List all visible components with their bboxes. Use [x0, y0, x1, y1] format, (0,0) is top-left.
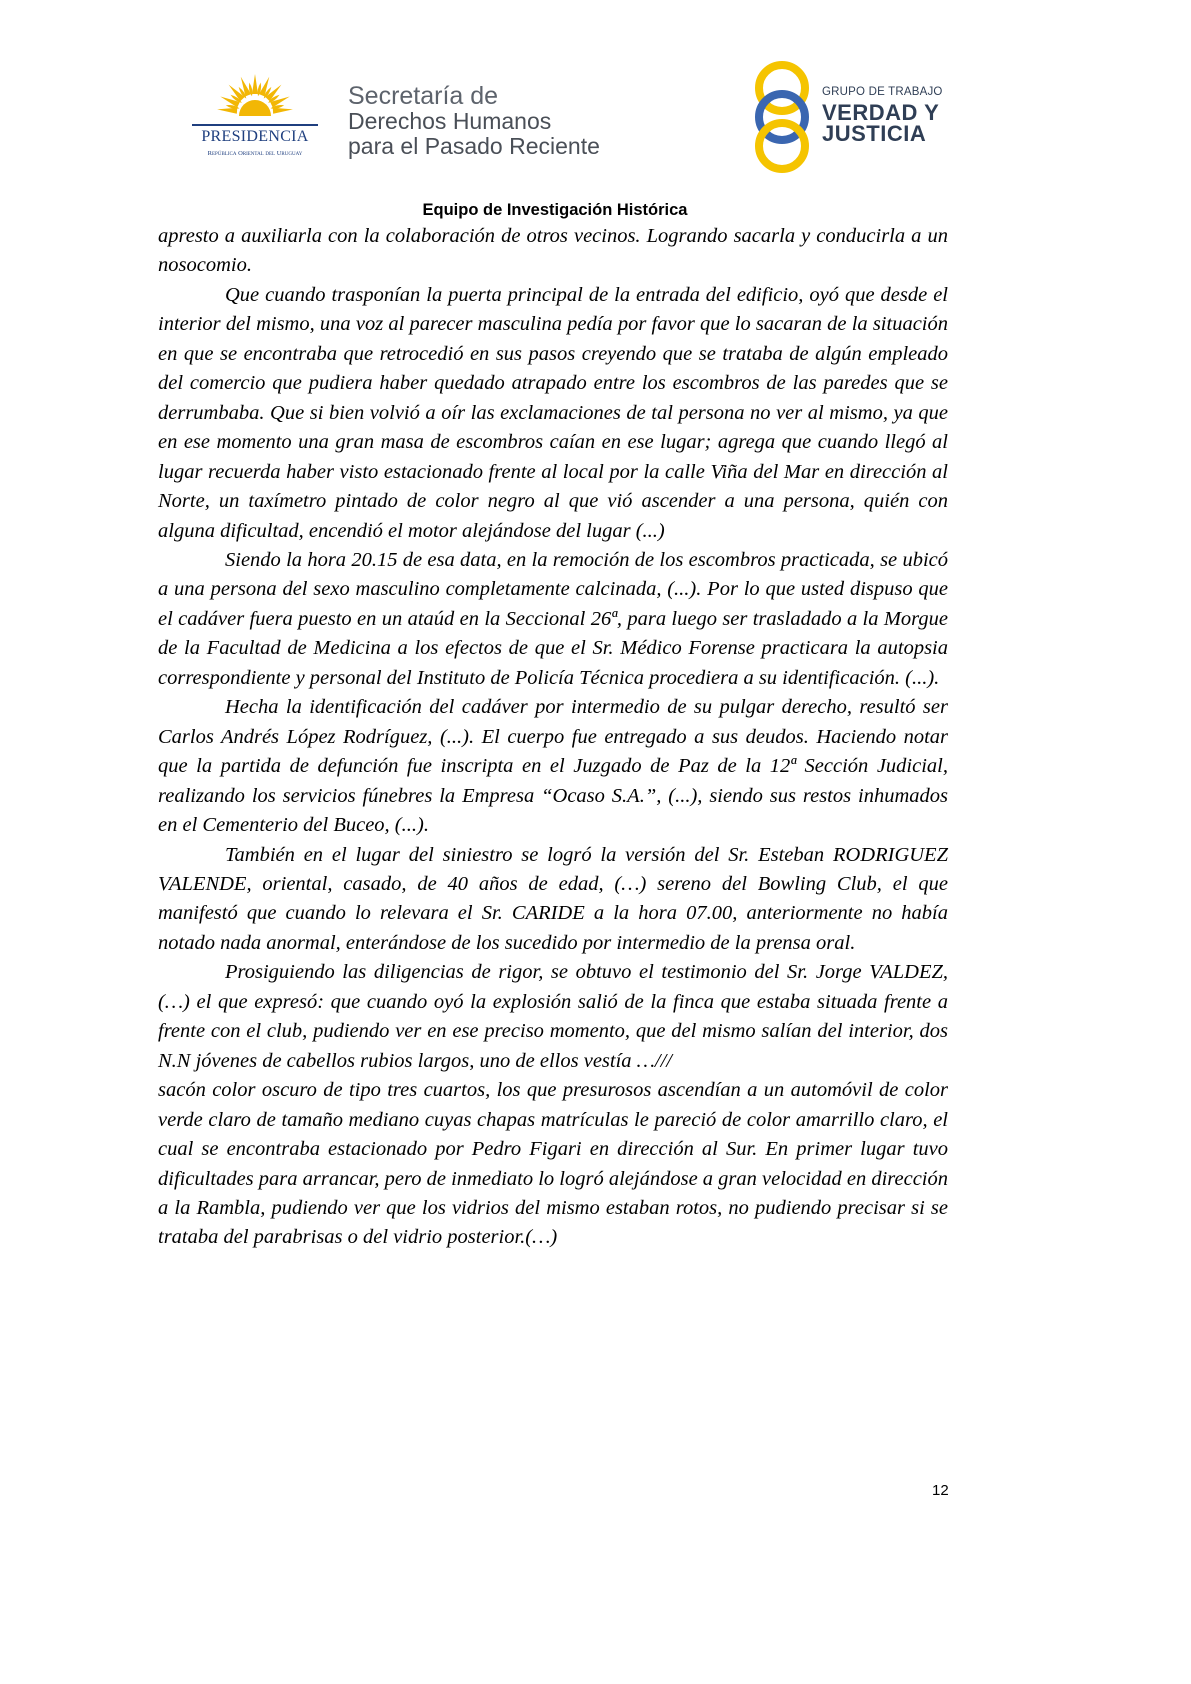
- team-title: Equipo de Investigación Histórica: [422, 201, 688, 219]
- paragraph-5: También en el lugar del siniestro se logró la versión del Sr. Esteban RODRIGUEZ VALENDE, oriental, casado, de 40 años de edad, (…) sereno del Bowling Club, el que manifestó que cuando lo relevara el Sr. CARIDE a la hora 07.00, anteriormente no había notado nada anormal, enterándose de los sucedido por intermedio de la prensa oral.: [158, 843, 948, 954]
- presidencia-divider: [192, 124, 318, 126]
- secretaria-line-3: para el Pasado Reciente: [348, 133, 600, 159]
- document-body: [158, 222, 948, 1253]
- justicia-label: JUSTICIA: [822, 121, 927, 146]
- interlocked-rings-icon: [750, 58, 816, 176]
- secretaria-line-1: Secretaría de: [348, 82, 499, 110]
- paragraph-7: sacón color oscuro de tipo tres cuartos, los que presurosos ascendían a un automóvil de color verde claro de tamaño mediano cuyas chapas matrículas le pareció de color amarrillo claro, el cual se encontraba estacionado por Pedro Figari en dirección al Sur. En primer lugar tuvo dificultades para arrancar, pero de inmediato lo logró alejándose a gran velocidad en dirección a la Rambla, pudiendo ver que los vidrios del mismo estaban rotos, no pudiendo precisar si se trataba del parabrisas o del vidrio posterior.(…): [158, 1079, 948, 1249]
- page-number: 12: [932, 1482, 949, 1499]
- verdad-label: VERDAD Y: [822, 100, 940, 125]
- sun-emblem-icon: [214, 72, 296, 126]
- grupo-trabajo-label: GRUPO DE TRABAJO: [822, 86, 943, 98]
- paragraph-3: Siendo la hora 20.15 de esa data, en la remoción de los escombros practicada, se ubicó a una persona del sexo masculino completamente calcinada, (...). Por lo que usted dispuso que el cadáver fuera puesto en un ataúd en la Seccional 26ª, para luego ser trasladado a la Morgue de la Facultad de Medicina a los efectos de que el Sr. Médico Forense practicara la autopsia correspondiente y personal del Instituto de Policía Técnica procediera a su identificación. (...).: [158, 548, 948, 689]
- secretaria-line-2: Derechos Humanos: [348, 108, 552, 134]
- paragraph-6: Prosiguiendo las diligencias de rigor, se obtuvo el testimonio del Sr. Jorge VALDEZ, (…) el que expresó: que cuando oyó la explosión salió de la finca que estaba situada frente a frente con el club, pudiendo ver en ese preciso momento, que del mismo salían del interior, dos N.N jóvenes de cabellos rubios largos, uno de ellos vestía …///: [158, 961, 948, 1072]
- presidencia-subtitle: República Oriental del Uruguay: [207, 150, 303, 157]
- grupo-trabajo-logo: [750, 58, 950, 176]
- presidencia-logo: [184, 72, 326, 164]
- secretaria-title-block: [348, 84, 600, 159]
- paragraph-2: Que cuando trasponían la puerta principal de la entrada del edificio, oyó que desde el interior del mismo, una voz al parecer masculina pedía por favor que lo sacaran de la situación en que se encontraba que retrocedió en sus pasos creyendo que se trataba de algún empleado del comercio que pudiera haber quedado atrapado entre los escombros de las paredes que se derrumbaba. Que si bien volvió a oír las exclamaciones de tal persona no ver al mismo, ya que en ese momento una gran masa de escombros caían en ese lugar; agrega que cuando llegó al lugar recuerda haber visto estacionado frente al local por la calle Viña del Mar en dirección al Norte, un taxímetro pintado de color negro al que vió ascender a una persona, quién con alguna dificultad, encendió el motor alejándose del lugar (...): [158, 283, 948, 542]
- paragraph-4: Hecha la identificación del cadáver por intermedio de su pulgar derecho, resultó ser Carlos Andrés López Rodríguez, (...). El cuerpo fue entregado a sus deudos. Haciendo notar que la partida de defunción fue inscripta en el Juzgado de Paz de la 12ª Sección Judicial, realizando los servicios fúnebres la Empresa “Ocaso S.A.”, (...), siendo sus restos inhumados en el Cementerio del Buceo, (...).: [158, 696, 948, 837]
- paragraph-1: apresto a auxiliarla con la colaboración de otros vecinos. Logrando sacarla y conducirla a un nosocomio.: [158, 225, 948, 277]
- presidencia-name: PRESIDENCIA: [201, 128, 309, 145]
